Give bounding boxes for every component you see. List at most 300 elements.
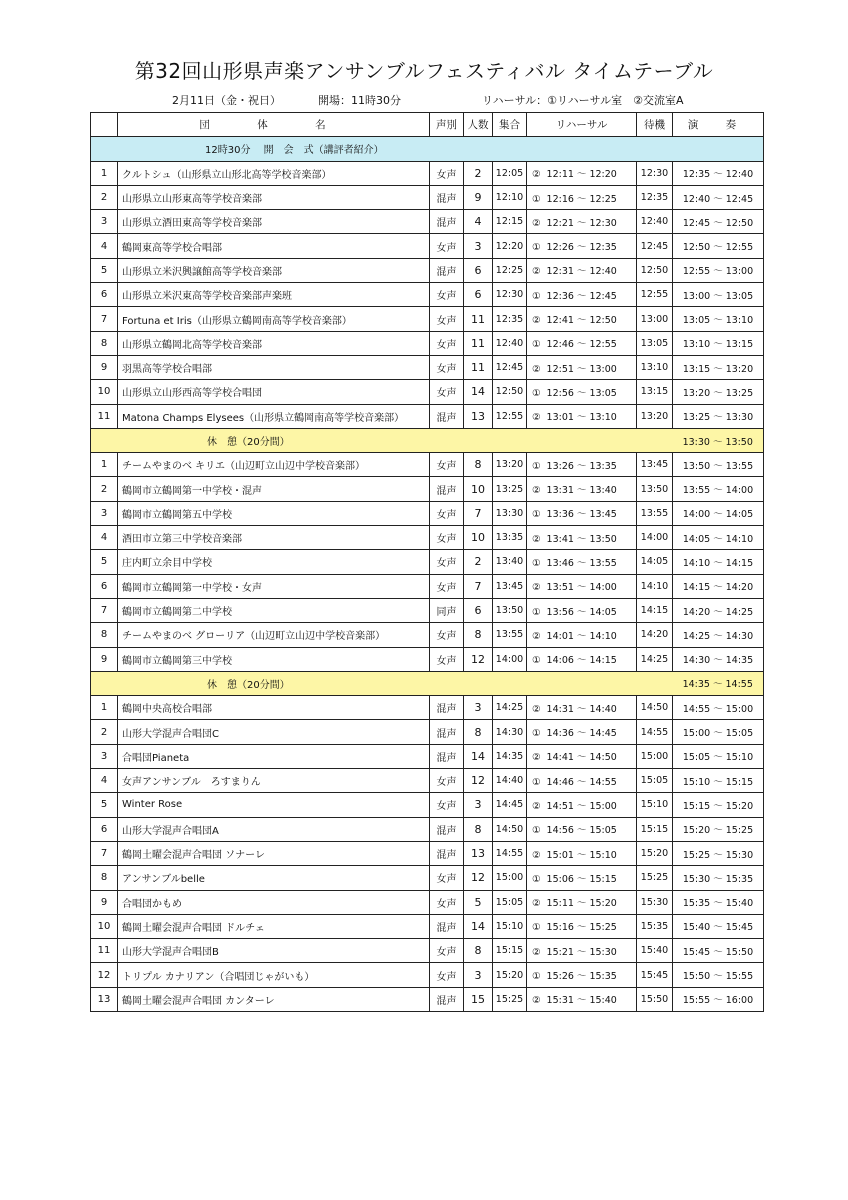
- header-row: [91, 113, 764, 137]
- wait-time: 12:50: [637, 258, 673, 282]
- table-row: [91, 283, 764, 307]
- voice-type: 女声: [430, 890, 464, 914]
- row-number: 1: [91, 161, 118, 185]
- row-number: 10: [91, 914, 118, 938]
- group-name: 庄内町立余目中学校: [118, 550, 430, 574]
- gather-time: 14:30: [493, 720, 527, 744]
- rehearsal-slot: [527, 307, 637, 331]
- wait-time: 12:35: [637, 185, 673, 209]
- performance-time: 15:20 ～ 15:25: [673, 817, 764, 841]
- gather-time: 14:55: [493, 841, 527, 865]
- gather-time: 13:35: [493, 526, 527, 550]
- performance-time: 15:50 ～ 15:55: [673, 963, 764, 987]
- performance-time: 14:05 ～ 14:10: [673, 526, 764, 550]
- break-time: 14:35 ～ 14:55: [673, 671, 764, 695]
- rehearsal-slot: [527, 866, 637, 890]
- voice-type: 女声: [430, 380, 464, 404]
- member-count: 5: [464, 890, 493, 914]
- member-count: 3: [464, 793, 493, 817]
- member-count: 6: [464, 598, 493, 622]
- table-row: [91, 866, 764, 890]
- member-count: 8: [464, 623, 493, 647]
- wait-time: 15:05: [637, 769, 673, 793]
- rehearsal-slot: [527, 744, 637, 768]
- rehearsal-time: 12:56 ～ 13:05: [546, 387, 617, 399]
- row-number: 5: [91, 793, 118, 817]
- row-number: 6: [91, 574, 118, 598]
- break-label-cell: [91, 671, 673, 695]
- voice-type: 女声: [430, 234, 464, 258]
- voice-type: 女声: [430, 574, 464, 598]
- performance-time: 15:05 ～ 15:10: [673, 744, 764, 768]
- wait-time: 13:10: [637, 355, 673, 379]
- gather-time: 15:05: [493, 890, 527, 914]
- gather-time: 15:10: [493, 914, 527, 938]
- rehearsal-room: ②: [532, 315, 541, 327]
- rehearsal-slot: [527, 793, 637, 817]
- voice-type: 女声: [430, 501, 464, 525]
- rehearsal-time: 13:41 ～ 13:50: [546, 533, 617, 545]
- performance-time: 14:00 ～ 14:05: [673, 501, 764, 525]
- wait-time: 13:20: [637, 404, 673, 428]
- rehearsal-room: ①: [532, 606, 541, 618]
- group-name: 鶴岡市立鶴岡第二中学校: [118, 598, 430, 622]
- rehearsal-room: ①: [532, 971, 541, 983]
- performance-time: 12:55 ～ 13:00: [673, 258, 764, 282]
- table-row: [91, 355, 764, 379]
- row-number: 5: [91, 550, 118, 574]
- group-name: 鶴岡市立鶴岡第一中学校・混声: [118, 477, 430, 501]
- rehearsal-time: 12:41 ～ 12:50: [546, 315, 617, 327]
- wait-time: 12:30: [637, 161, 673, 185]
- wait-time: 15:25: [637, 866, 673, 890]
- member-count: 8: [464, 817, 493, 841]
- gather-time: 12:10: [493, 185, 527, 209]
- group-name: 合唱団Pianeta: [118, 744, 430, 768]
- member-count: 8: [464, 939, 493, 963]
- row-number: 1: [91, 696, 118, 720]
- row-number: 7: [91, 307, 118, 331]
- gather-time: 14:40: [493, 769, 527, 793]
- wait-time: 15:45: [637, 963, 673, 987]
- performance-time: 13:55 ～ 14:00: [673, 477, 764, 501]
- rehearsal-time: 14:31 ～ 14:40: [546, 703, 617, 715]
- group-name: 山形県立鶴岡北高等学校音楽部: [118, 331, 430, 355]
- table-row: [91, 526, 764, 550]
- rehearsal-time: 14:51 ～ 15:00: [546, 800, 617, 812]
- wait-time: 15:00: [637, 744, 673, 768]
- rehearsal-room: ①: [532, 825, 541, 837]
- row-number: 12: [91, 963, 118, 987]
- row-number: 3: [91, 210, 118, 234]
- voice-type: 女声: [430, 793, 464, 817]
- gather-time: 13:20: [493, 453, 527, 477]
- performance-time: 13:20 ～ 13:25: [673, 380, 764, 404]
- rehearsal-slot: [527, 574, 637, 598]
- gather-time: 15:15: [493, 939, 527, 963]
- member-count: 3: [464, 963, 493, 987]
- voice-type: 女声: [430, 161, 464, 185]
- rehearsal-room: ①: [532, 242, 541, 254]
- rehearsal-time: 15:21 ～ 15:30: [546, 946, 617, 958]
- rehearsal-room: ①: [532, 557, 541, 569]
- gather-time: 12:05: [493, 161, 527, 185]
- gather-time: 13:40: [493, 550, 527, 574]
- table-row: [91, 841, 764, 865]
- table-row: [91, 185, 764, 209]
- member-count: 6: [464, 283, 493, 307]
- wait-time: 15:40: [637, 939, 673, 963]
- gather-time: 12:15: [493, 210, 527, 234]
- table-row: [91, 647, 764, 671]
- member-count: 2: [464, 550, 493, 574]
- rehearsal-slot: [527, 501, 637, 525]
- performance-time: 12:35 ～ 12:40: [673, 161, 764, 185]
- voice-type: 混声: [430, 185, 464, 209]
- row-number: 11: [91, 939, 118, 963]
- rehearsal-time: 13:36 ～ 13:45: [546, 509, 617, 521]
- member-count: 12: [464, 769, 493, 793]
- rehearsal-slot: [527, 696, 637, 720]
- voice-type: 混声: [430, 696, 464, 720]
- voice-type: 混声: [430, 720, 464, 744]
- member-count: 11: [464, 355, 493, 379]
- gather-time: 14:25: [493, 696, 527, 720]
- rehearsal-room: ①: [532, 776, 541, 788]
- rehearsal-time: 13:46 ～ 13:55: [546, 557, 617, 569]
- voice-type: 女声: [430, 647, 464, 671]
- member-count: 11: [464, 331, 493, 355]
- header-voice: 声別: [430, 113, 464, 137]
- wait-time: 14:00: [637, 526, 673, 550]
- voice-type: 女声: [430, 769, 464, 793]
- voice-type: 女声: [430, 526, 464, 550]
- performance-time: 13:00 ～ 13:05: [673, 283, 764, 307]
- member-count: 6: [464, 258, 493, 282]
- table-row: [91, 696, 764, 720]
- gather-time: 15:25: [493, 987, 527, 1011]
- group-name: 山形県立米沢東高等学校音楽部声楽班: [118, 283, 430, 307]
- wait-time: 13:00: [637, 307, 673, 331]
- rehearsal-slot: [527, 526, 637, 550]
- rehearsal-time: 14:56 ～ 15:05: [546, 825, 617, 837]
- table-row: [91, 817, 764, 841]
- rehearsal-room: ①: [532, 728, 541, 740]
- rehearsal-room: ①: [532, 339, 541, 351]
- rehearsal-slot: [527, 647, 637, 671]
- row-number: 6: [91, 283, 118, 307]
- rehearsal-room: ②: [532, 898, 541, 910]
- break-row: [91, 671, 764, 695]
- performance-time: 13:05 ～ 13:10: [673, 307, 764, 331]
- page-title: 第32回山形県声楽アンサンブルフェスティバル タイムテーブル: [134, 59, 714, 83]
- group-name: 山形県立米沢興譲館高等学校音楽部: [118, 258, 430, 282]
- gather-time: 13:30: [493, 501, 527, 525]
- rehearsal-time: 12:21 ～ 12:30: [546, 217, 617, 229]
- voice-type: 女声: [430, 963, 464, 987]
- gather-time: 14:45: [493, 793, 527, 817]
- table-row: [91, 331, 764, 355]
- wait-time: 14:15: [637, 598, 673, 622]
- gather-time: 14:35: [493, 744, 527, 768]
- voice-type: 混声: [430, 258, 464, 282]
- table-row: [91, 793, 764, 817]
- rehearsal-room: ①: [532, 655, 541, 667]
- table-row: [91, 890, 764, 914]
- table-row: [91, 623, 764, 647]
- wait-time: 14:55: [637, 720, 673, 744]
- break-label: 休 憩（20分間）: [207, 679, 290, 691]
- rehearsal-time: 15:16 ～ 15:25: [546, 922, 617, 934]
- voice-type: 女声: [430, 866, 464, 890]
- group-name: 酒田市立第三中学校音楽部: [118, 526, 430, 550]
- gather-time: 13:45: [493, 574, 527, 598]
- rehearsal-time: 12:51 ～ 13:00: [546, 363, 617, 375]
- row-number: 8: [91, 623, 118, 647]
- voice-type: 混声: [430, 210, 464, 234]
- voice-type: 女声: [430, 550, 464, 574]
- table-row: [91, 453, 764, 477]
- rehearsal-time: 13:56 ～ 14:05: [546, 606, 617, 618]
- rehearsal-room: ②: [532, 582, 541, 594]
- gather-time: 12:40: [493, 331, 527, 355]
- rehearsal-slot: [527, 161, 637, 185]
- performance-time: 13:15 ～ 13:20: [673, 355, 764, 379]
- rehearsal-room: ①: [532, 509, 541, 521]
- break-row: [91, 428, 764, 452]
- performance-time: 14:20 ～ 14:25: [673, 598, 764, 622]
- header-gather: 集合: [493, 113, 527, 137]
- voice-type: 混声: [430, 477, 464, 501]
- wait-time: 14:10: [637, 574, 673, 598]
- group-name: 山形県立山形東高等学校音楽部: [118, 185, 430, 209]
- row-number: 4: [91, 526, 118, 550]
- performance-time: 15:00 ～ 15:05: [673, 720, 764, 744]
- rehearsal-time: 14:01 ～ 14:10: [546, 630, 617, 642]
- header-count: 人数: [464, 113, 493, 137]
- rehearsal-slot: [527, 598, 637, 622]
- voice-type: 女声: [430, 331, 464, 355]
- gather-time: 13:25: [493, 477, 527, 501]
- gather-time: 14:50: [493, 817, 527, 841]
- table-row: [91, 501, 764, 525]
- table-row: [91, 234, 764, 258]
- voice-type: 女声: [430, 355, 464, 379]
- gather-time: 13:50: [493, 598, 527, 622]
- table-row: [91, 744, 764, 768]
- table-row: [91, 161, 764, 185]
- rehearsal-time: 12:11 ～ 12:20: [546, 169, 617, 181]
- rehearsal-time: 15:31 ～ 15:40: [546, 995, 617, 1007]
- header-wait: 待機: [637, 113, 673, 137]
- row-number: 3: [91, 501, 118, 525]
- member-count: 3: [464, 696, 493, 720]
- rehearsal-room: ②: [532, 266, 541, 278]
- rehearsal-room: ②: [532, 800, 541, 812]
- rehearsal-room: ②: [532, 217, 541, 229]
- gather-time: 15:00: [493, 866, 527, 890]
- table-row: [91, 939, 764, 963]
- performance-time: 14:15 ～ 14:20: [673, 574, 764, 598]
- opening-ceremony-label: 12時30分 開 会 式（講評者紹介）: [205, 145, 384, 157]
- member-count: 3: [464, 234, 493, 258]
- rehearsal-slot: [527, 258, 637, 282]
- member-count: 11: [464, 307, 493, 331]
- wait-time: 15:20: [637, 841, 673, 865]
- rehearsal-room: ①: [532, 193, 541, 205]
- header-name: 団 体 名: [118, 113, 430, 137]
- group-name: Winter Rose: [118, 793, 430, 817]
- member-count: 8: [464, 453, 493, 477]
- voice-type: 混声: [430, 817, 464, 841]
- table-row: [91, 720, 764, 744]
- rehearsal-time: 15:01 ～ 15:10: [546, 849, 617, 861]
- rehearsal-room: ②: [532, 412, 541, 424]
- rehearsal-slot: [527, 453, 637, 477]
- row-number: 6: [91, 817, 118, 841]
- rehearsal-time: 14:36 ～ 14:45: [546, 728, 617, 740]
- row-number: 9: [91, 355, 118, 379]
- break-time: 13:30 ～ 13:50: [673, 428, 764, 452]
- group-name: アンサンブルbelle: [118, 866, 430, 890]
- table-row: [91, 550, 764, 574]
- performance-time: 14:10 ～ 14:15: [673, 550, 764, 574]
- group-name: Matona Champs Elysees（山形県立鶴岡南高等学校音楽部）: [118, 404, 430, 428]
- timetable: [90, 112, 764, 1012]
- member-count: 4: [464, 210, 493, 234]
- group-name: チームやまのべ キリエ（山辺町立山辺中学校音楽部）: [118, 453, 430, 477]
- rehearsal-slot: [527, 185, 637, 209]
- opening-ceremony-row: [91, 137, 764, 161]
- voice-type: 女声: [430, 623, 464, 647]
- member-count: 9: [464, 185, 493, 209]
- group-name: 鶴岡市立鶴岡第五中学校: [118, 501, 430, 525]
- table-row: [91, 987, 764, 1011]
- wait-time: 14:25: [637, 647, 673, 671]
- wait-time: 15:15: [637, 817, 673, 841]
- wait-time: 12:55: [637, 283, 673, 307]
- rehearsal-slot: [527, 769, 637, 793]
- table-row: [91, 380, 764, 404]
- rehearsal-slot: [527, 283, 637, 307]
- header-no: [91, 113, 118, 137]
- member-count: 13: [464, 404, 493, 428]
- member-count: 14: [464, 744, 493, 768]
- table-row: [91, 769, 764, 793]
- group-name: 鶴岡土曜会混声合唱団 ソナーレ: [118, 841, 430, 865]
- rehearsal-room: ①: [532, 460, 541, 472]
- performance-time: 14:55 ～ 15:00: [673, 696, 764, 720]
- wait-time: 14:05: [637, 550, 673, 574]
- header-perform: 演 奏: [673, 113, 764, 137]
- voice-type: 混声: [430, 744, 464, 768]
- wait-time: 12:40: [637, 210, 673, 234]
- table-row: [91, 914, 764, 938]
- rehearsal-slot: [527, 210, 637, 234]
- performance-time: 12:40 ～ 12:45: [673, 185, 764, 209]
- table-row: [91, 210, 764, 234]
- performance-time: 15:40 ～ 15:45: [673, 914, 764, 938]
- gather-time: 12:25: [493, 258, 527, 282]
- rehearsal-time: 14:46 ～ 14:55: [546, 776, 617, 788]
- gather-time: 14:00: [493, 647, 527, 671]
- row-number: 2: [91, 185, 118, 209]
- row-number: 9: [91, 890, 118, 914]
- row-number: 7: [91, 841, 118, 865]
- performance-time: 15:15 ～ 15:20: [673, 793, 764, 817]
- rehearsal-slot: [527, 477, 637, 501]
- wait-time: 13:50: [637, 477, 673, 501]
- performance-time: 15:55 ～ 16:00: [673, 987, 764, 1011]
- rehearsal-room: ②: [532, 485, 541, 497]
- rehearsal-time: 12:46 ～ 12:55: [546, 339, 617, 351]
- wait-time: 15:30: [637, 890, 673, 914]
- group-name: 鶴岡土曜会混声合唱団 ドルチェ: [118, 914, 430, 938]
- member-count: 10: [464, 526, 493, 550]
- rehearsal-time: 15:26 ～ 15:35: [546, 971, 617, 983]
- row-number: 5: [91, 258, 118, 282]
- rehearsal-time: 13:26 ～ 13:35: [546, 460, 617, 472]
- rehearsal-room: ①: [532, 387, 541, 399]
- row-number: 8: [91, 866, 118, 890]
- rehearsal-room: ①: [532, 290, 541, 302]
- gather-time: 12:50: [493, 380, 527, 404]
- group-name: 鶴岡土曜会混声合唱団 カンターレ: [118, 987, 430, 1011]
- gather-time: 15:20: [493, 963, 527, 987]
- group-name: 鶴岡東高等学校合唱部: [118, 234, 430, 258]
- rehearsal-room: ②: [532, 752, 541, 764]
- voice-type: 女声: [430, 307, 464, 331]
- rehearsal-room: ②: [532, 533, 541, 545]
- rehearsal-room: ①: [532, 873, 541, 885]
- member-count: 12: [464, 647, 493, 671]
- rehearsal-slot: [527, 817, 637, 841]
- rehearsal-time: 13:31 ～ 13:40: [546, 485, 617, 497]
- rehearsal-room: ②: [532, 630, 541, 642]
- voice-type: 混声: [430, 841, 464, 865]
- performance-time: 15:30 ～ 15:35: [673, 866, 764, 890]
- rehearsal-time: 12:31 ～ 12:40: [546, 266, 617, 278]
- group-name: 山形大学混声合唱団A: [118, 817, 430, 841]
- row-number: 8: [91, 331, 118, 355]
- group-name: 山形県立酒田東高等学校音楽部: [118, 210, 430, 234]
- rehearsal-time: 12:26 ～ 12:35: [546, 242, 617, 254]
- row-number: 9: [91, 647, 118, 671]
- performance-time: 13:25 ～ 13:30: [673, 404, 764, 428]
- table-row: [91, 963, 764, 987]
- wait-time: 15:35: [637, 914, 673, 938]
- member-count: 2: [464, 161, 493, 185]
- voice-type: 混声: [430, 914, 464, 938]
- row-number: 4: [91, 769, 118, 793]
- rehearsal-slot: [527, 720, 637, 744]
- row-number: 4: [91, 234, 118, 258]
- wait-time: 13:55: [637, 501, 673, 525]
- group-name: 山形大学混声合唱団B: [118, 939, 430, 963]
- wait-time: 13:05: [637, 331, 673, 355]
- voice-type: 混声: [430, 987, 464, 1011]
- group-name: 鶴岡市立鶴岡第三中学校: [118, 647, 430, 671]
- group-name: 女声アンサンブル ろすまりん: [118, 769, 430, 793]
- member-count: 14: [464, 380, 493, 404]
- group-name: 鶴岡中央高校合唱部: [118, 696, 430, 720]
- member-count: 15: [464, 987, 493, 1011]
- break-label-cell: [91, 428, 673, 452]
- row-number: 2: [91, 720, 118, 744]
- rehearsal-time: 15:11 ～ 15:20: [546, 898, 617, 910]
- member-count: 14: [464, 914, 493, 938]
- event-date: 2月11日（金・祝日）: [172, 94, 281, 107]
